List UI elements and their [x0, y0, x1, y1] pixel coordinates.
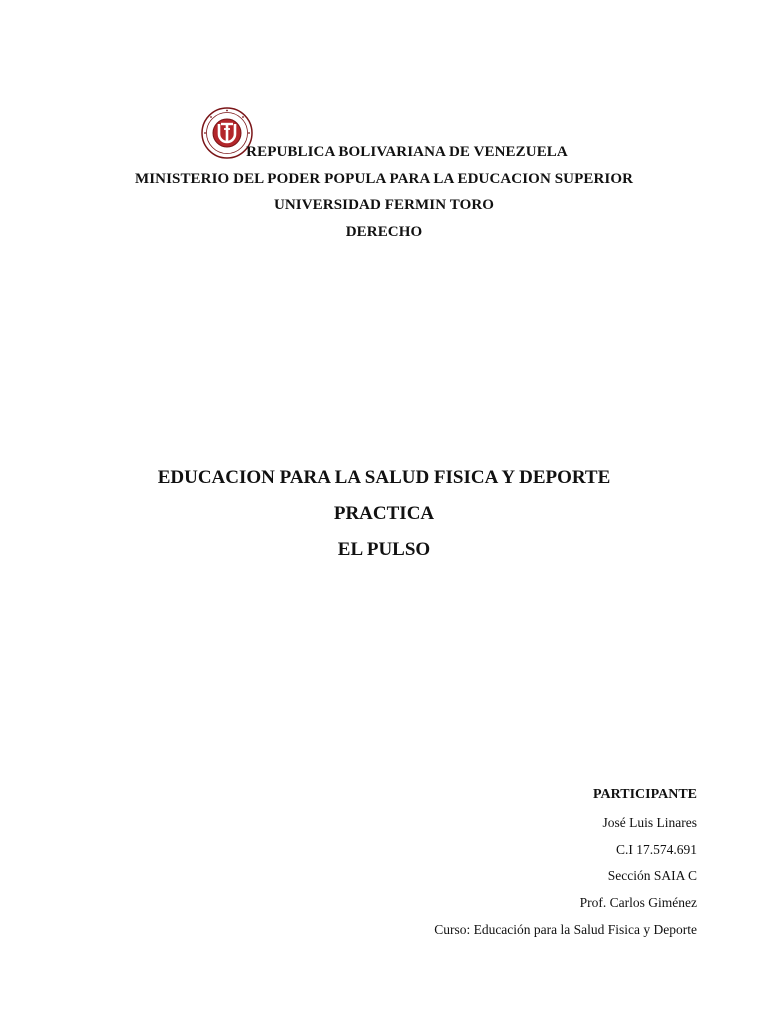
- course-name: Curso: Educación para la Salud Fisica y Deporte: [434, 922, 697, 937]
- document-title-subject: EDUCACION PARA LA SALUD FISICA Y DEPORTE: [157, 467, 611, 488]
- header-line-republic: REPUBLICA BOLIVARIANA DE VENEZUELA: [246, 144, 568, 160]
- header-line-university: UNIVERSIDAD FERMIN TORO: [273, 197, 495, 213]
- document-title-type: PRACTICA: [333, 503, 435, 524]
- header-line-faculty: DERECHO: [345, 224, 423, 240]
- participant-id: C.I 17.574.691: [616, 842, 697, 857]
- participant-label: PARTICIPANTE: [593, 787, 697, 802]
- participant-section: Sección SAIA C: [607, 868, 697, 883]
- header-line-ministry: MINISTERIO DEL PODER POPULA PARA LA EDUCACION SUPERIOR: [134, 171, 634, 187]
- document-title-topic: EL PULSO: [337, 539, 431, 560]
- participant-name: José Luis Linares: [602, 815, 697, 830]
- professor-name: Prof. Carlos Giménez: [579, 895, 697, 910]
